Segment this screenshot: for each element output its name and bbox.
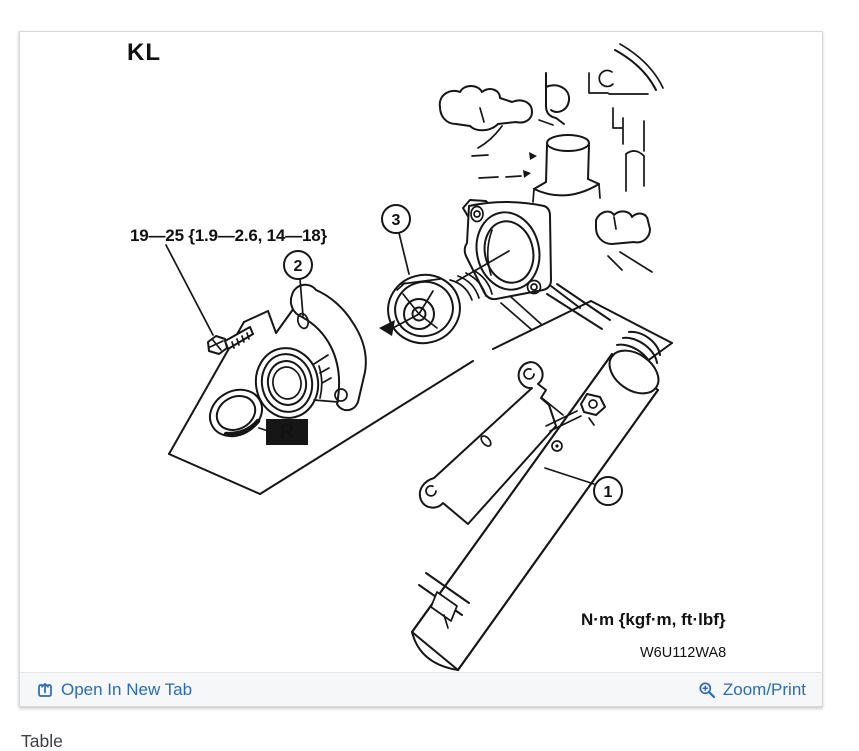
zoom-print-label: Zoom/Print xyxy=(722,679,806,699)
reuse-tag xyxy=(266,419,308,445)
bolt-drawing xyxy=(208,327,253,354)
figure-code-label: W6U112WA8 xyxy=(640,645,727,661)
torque-spec-label: 19—25 {1.9—2.6, 14—18} xyxy=(130,226,327,245)
open-in-new-tab-label: Open In New Tab xyxy=(61,679,193,699)
zoom-print-link[interactable] xyxy=(698,680,806,700)
open-in-new-tab-link[interactable] xyxy=(36,680,192,700)
callout-3 xyxy=(382,205,410,233)
reuse-tag-label: R xyxy=(280,422,294,443)
callout-1-number: 1 xyxy=(603,484,613,501)
parts-diagram-svg xyxy=(20,32,822,672)
figure-panel xyxy=(19,31,823,707)
callout-3-number: 3 xyxy=(391,212,401,229)
engine-code-label: KL xyxy=(127,39,161,66)
zoom-plus-icon xyxy=(698,681,716,699)
callout-1 xyxy=(594,477,622,505)
callout-2-number: 2 xyxy=(293,258,303,275)
table-caption: Table xyxy=(21,731,63,751)
water-inlet-drawing xyxy=(250,285,365,423)
open-in-new-tab-icon xyxy=(36,681,54,699)
parts-diagram xyxy=(20,32,822,672)
figure-toolbar xyxy=(20,672,822,706)
callout-2 xyxy=(284,251,312,279)
units-note-label: N·m {kgf·m, ft·lbf} xyxy=(581,610,726,629)
thermostat-drawing xyxy=(379,267,492,351)
